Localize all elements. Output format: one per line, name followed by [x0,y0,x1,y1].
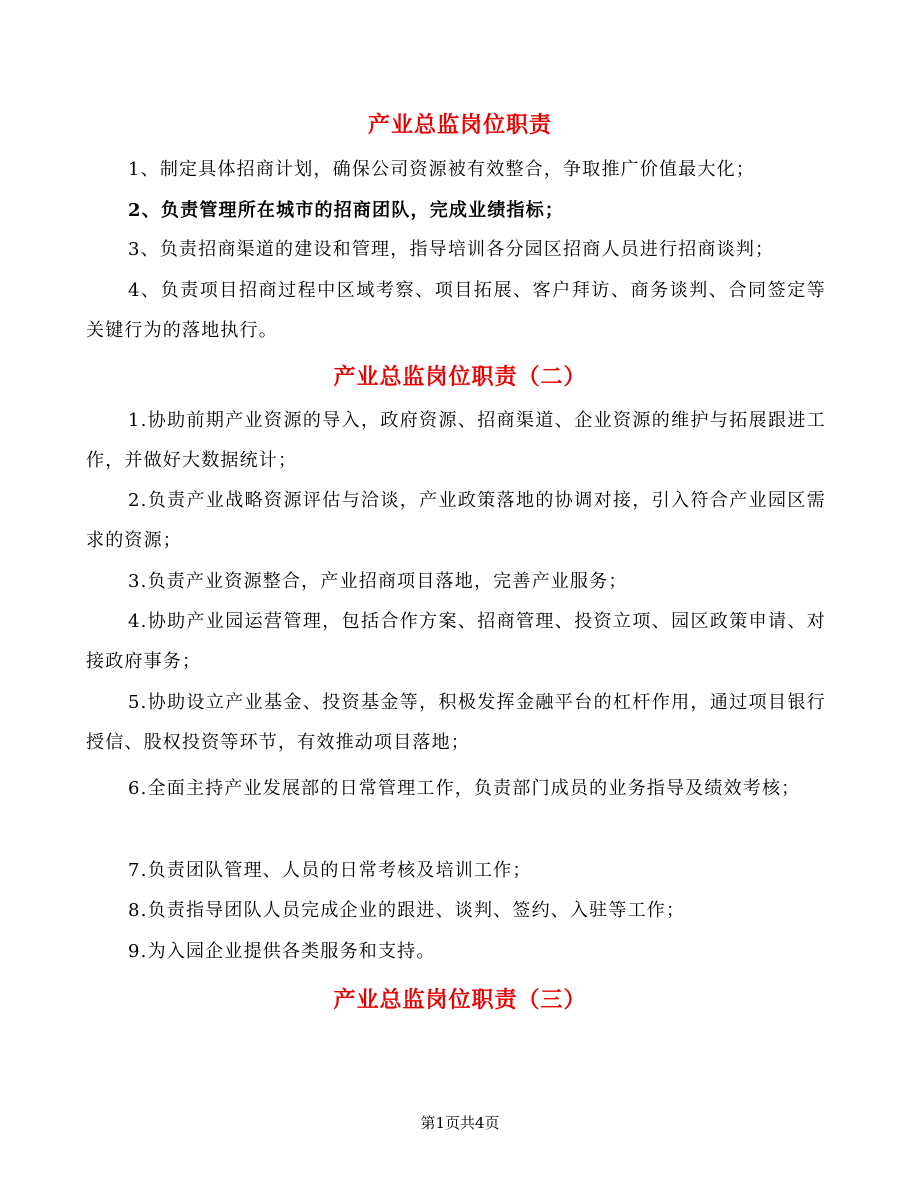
page-number: 第1页共4页 [420,1114,500,1132]
section1-item-1: 1、制定具体招商计划，确保公司资源被有效整合，争取推广价值最大化； [128,159,756,180]
section2-item-8: 8.负责指导团队人员完成企业的跟进、谈判、签约、入驻等工作； [128,900,686,921]
section1-title: 产业总监岗位职责 [367,112,552,138]
section2-item-3: 3.负责产业资源整合，产业招商项目落地，完善产业服务； [128,571,628,592]
section2-item-9: 9.为入园企业提供各类服务和支持。 [128,941,436,962]
section3-title: 产业总监岗位职责（三） [333,987,587,1013]
section2-item-5: 5.协助设立产业基金、投资基金等，积极发挥金融平台的杠杆作用，通过项目银行授信、股权投资等环节，有效推动项目落地； [86,692,826,753]
section2-item-1: 1.协助前期产业资源的导入，政府资源、招商渠道、企业资源的维护与拓展跟进工作，并做好大数据统计； [86,410,826,471]
section1-item-4: 4、负责项目招商过程中区域考察、项目拓展、客户拜访、商务谈判、合同签定等关键行为的落地执行。 [86,280,826,341]
section1-item-3: 3、负责招商渠道的建设和管理，指导培训各分园区招商人员进行招商谈判； [128,239,775,260]
section2-item-4: 4.协助产业园运营管理，包括合作方案、招商管理、投资立项、园区政策申请、对接政府事务； [86,611,826,672]
section1-item-2: 2、负责管理所在城市的招商团队，完成业绩指标； [128,200,565,221]
section2-item-7: 7.负责团队管理、人员的日常考核及培训工作； [128,860,532,881]
section2-title: 产业总监岗位职责（二） [333,364,587,390]
section2-item-6: 6.全面主持产业发展部的日常管理工作，负责部门成员的业务指导及绩效考核； [128,778,801,799]
section2-item-2: 2.负责产业战略资源评估与洽谈，产业政策落地的协调对接，引入符合产业园区需求的资源； [86,490,826,551]
